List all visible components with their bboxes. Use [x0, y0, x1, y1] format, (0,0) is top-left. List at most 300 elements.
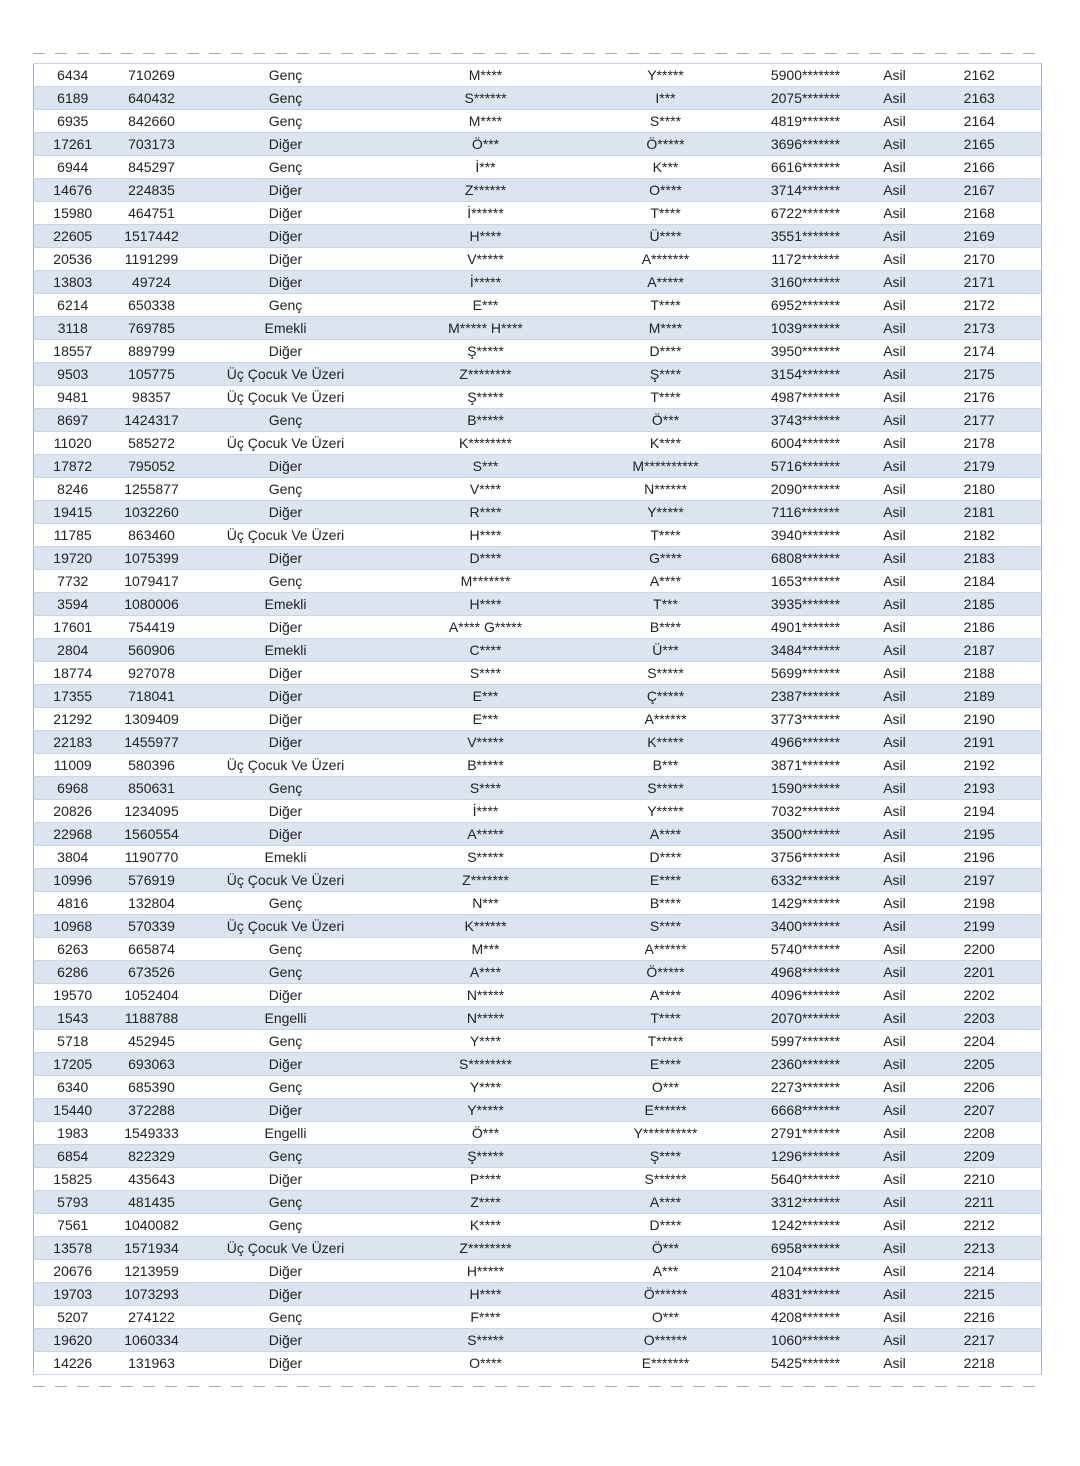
reference-number-cell: 576919: [112, 869, 192, 892]
reference-number-cell: 570339: [112, 915, 192, 938]
category-cell: Diğer: [192, 616, 380, 639]
application-number-cell: 3594: [34, 593, 112, 616]
status-cell: Asil: [872, 87, 918, 110]
first-name-masked-cell: M****: [380, 110, 592, 133]
rank-cell: 2211: [918, 1191, 1042, 1214]
application-number-cell: 18557: [34, 340, 112, 363]
category-cell: Genç: [192, 110, 380, 133]
table-row: [34, 294, 1042, 317]
status-cell: Asil: [872, 938, 918, 961]
category-cell: Diğer: [192, 271, 380, 294]
table-row: [34, 800, 1042, 823]
id-number-masked-cell: 4819*******: [740, 110, 872, 133]
reference-number-cell: 224835: [112, 179, 192, 202]
rank-cell: 2197: [918, 869, 1042, 892]
category-cell: Genç: [192, 1030, 380, 1053]
table-row: [34, 593, 1042, 616]
first-name-masked-cell: K****: [380, 1214, 592, 1237]
first-name-masked-cell: A**** G*****: [380, 616, 592, 639]
application-number-cell: 17601: [34, 616, 112, 639]
status-cell: Asil: [872, 570, 918, 593]
rank-cell: 2178: [918, 432, 1042, 455]
first-name-masked-cell: Y****: [380, 1030, 592, 1053]
rank-cell: 2174: [918, 340, 1042, 363]
last-name-masked-cell: T*****: [592, 1030, 740, 1053]
category-cell: Genç: [192, 1306, 380, 1329]
last-name-masked-cell: O***: [592, 1306, 740, 1329]
last-name-masked-cell: E****: [592, 1053, 740, 1076]
id-number-masked-cell: 3714*******: [740, 179, 872, 202]
first-name-masked-cell: R****: [380, 501, 592, 524]
reference-number-cell: 650338: [112, 294, 192, 317]
application-number-cell: 22183: [34, 731, 112, 754]
application-number-cell: 3118: [34, 317, 112, 340]
id-number-masked-cell: 3743*******: [740, 409, 872, 432]
category-cell: Üç Çocuk Ve Üzeri: [192, 1237, 380, 1260]
application-number-cell: 14676: [34, 179, 112, 202]
table-row: [34, 409, 1042, 432]
reference-number-cell: 1517442: [112, 225, 192, 248]
reference-number-cell: 1060334: [112, 1329, 192, 1352]
rank-cell: 2193: [918, 777, 1042, 800]
table-row: [34, 708, 1042, 731]
table-row: [34, 386, 1042, 409]
first-name-masked-cell: H****: [380, 1283, 592, 1306]
table-row: [34, 501, 1042, 524]
last-name-masked-cell: Ş****: [592, 363, 740, 386]
first-name-masked-cell: D****: [380, 547, 592, 570]
last-name-masked-cell: A*******: [592, 248, 740, 271]
application-number-cell: 20536: [34, 248, 112, 271]
rank-cell: 2190: [918, 708, 1042, 731]
reference-number-cell: 1309409: [112, 708, 192, 731]
application-number-cell: 14226: [34, 1352, 112, 1375]
application-number-cell: 17261: [34, 133, 112, 156]
table-row: [34, 869, 1042, 892]
id-number-masked-cell: 3935*******: [740, 593, 872, 616]
reference-number-cell: 1079417: [112, 570, 192, 593]
reference-number-cell: 1040082: [112, 1214, 192, 1237]
status-cell: Asil: [872, 984, 918, 1007]
last-name-masked-cell: T****: [592, 202, 740, 225]
first-name-masked-cell: S***: [380, 455, 592, 478]
first-name-masked-cell: Z********: [380, 363, 592, 386]
status-cell: Asil: [872, 616, 918, 639]
application-number-cell: 6854: [34, 1145, 112, 1168]
reference-number-cell: 718041: [112, 685, 192, 708]
table-row: [34, 317, 1042, 340]
table-row: [34, 685, 1042, 708]
first-name-masked-cell: A****: [380, 961, 592, 984]
category-cell: Genç: [192, 938, 380, 961]
application-number-cell: 4816: [34, 892, 112, 915]
reference-number-cell: 372288: [112, 1099, 192, 1122]
status-cell: Asil: [872, 1168, 918, 1191]
last-name-masked-cell: A****: [592, 1191, 740, 1214]
last-name-masked-cell: D****: [592, 340, 740, 363]
last-name-masked-cell: A******: [592, 938, 740, 961]
last-name-masked-cell: O******: [592, 1329, 740, 1352]
rank-cell: 2207: [918, 1099, 1042, 1122]
last-name-masked-cell: A***: [592, 1260, 740, 1283]
id-number-masked-cell: 1429*******: [740, 892, 872, 915]
category-cell: Diğer: [192, 731, 380, 754]
first-name-masked-cell: B*****: [380, 754, 592, 777]
status-cell: Asil: [872, 432, 918, 455]
status-cell: Asil: [872, 225, 918, 248]
status-cell: Asil: [872, 869, 918, 892]
reference-number-cell: 710269: [112, 64, 192, 87]
rank-cell: 2189: [918, 685, 1042, 708]
application-number-cell: 19703: [34, 1283, 112, 1306]
rank-cell: 2183: [918, 547, 1042, 570]
id-number-masked-cell: 3160*******: [740, 271, 872, 294]
first-name-masked-cell: İ*****: [380, 271, 592, 294]
status-cell: Asil: [872, 754, 918, 777]
table-row: [34, 1283, 1042, 1306]
id-number-masked-cell: 2070*******: [740, 1007, 872, 1030]
last-name-masked-cell: B****: [592, 892, 740, 915]
first-name-masked-cell: H****: [380, 593, 592, 616]
category-cell: Diğer: [192, 984, 380, 1007]
rank-cell: 2166: [918, 156, 1042, 179]
rank-cell: 2202: [918, 984, 1042, 1007]
first-name-masked-cell: Z********: [380, 1237, 592, 1260]
application-number-cell: 7561: [34, 1214, 112, 1237]
rank-cell: 2209: [918, 1145, 1042, 1168]
rank-cell: 2217: [918, 1329, 1042, 1352]
id-number-masked-cell: 5997*******: [740, 1030, 872, 1053]
reference-number-cell: 1073293: [112, 1283, 192, 1306]
table-row: [34, 432, 1042, 455]
first-name-masked-cell: P****: [380, 1168, 592, 1191]
last-name-masked-cell: A******: [592, 708, 740, 731]
application-number-cell: 17205: [34, 1053, 112, 1076]
table-row: [34, 133, 1042, 156]
first-name-masked-cell: V*****: [380, 731, 592, 754]
table-row: [34, 662, 1042, 685]
first-name-masked-cell: Ö***: [380, 133, 592, 156]
id-number-masked-cell: 5900*******: [740, 64, 872, 87]
application-number-cell: 20676: [34, 1260, 112, 1283]
reference-number-cell: 769785: [112, 317, 192, 340]
table-row: [34, 823, 1042, 846]
id-number-masked-cell: 2075*******: [740, 87, 872, 110]
first-name-masked-cell: Ö***: [380, 1122, 592, 1145]
application-number-cell: 5793: [34, 1191, 112, 1214]
rank-cell: 2172: [918, 294, 1042, 317]
id-number-masked-cell: 1242*******: [740, 1214, 872, 1237]
reference-number-cell: 703173: [112, 133, 192, 156]
table-row: [34, 570, 1042, 593]
table-row: [34, 1260, 1042, 1283]
first-name-masked-cell: S******: [380, 87, 592, 110]
reference-number-cell: 435643: [112, 1168, 192, 1191]
application-number-cell: 22968: [34, 823, 112, 846]
first-name-masked-cell: B*****: [380, 409, 592, 432]
status-cell: Asil: [872, 386, 918, 409]
reference-number-cell: 863460: [112, 524, 192, 547]
last-name-masked-cell: Y*****: [592, 501, 740, 524]
rank-cell: 2169: [918, 225, 1042, 248]
application-number-cell: 6189: [34, 87, 112, 110]
reference-number-cell: 1075399: [112, 547, 192, 570]
last-name-masked-cell: G****: [592, 547, 740, 570]
last-name-masked-cell: B****: [592, 616, 740, 639]
application-number-cell: 15440: [34, 1099, 112, 1122]
category-cell: Diğer: [192, 1283, 380, 1306]
id-number-masked-cell: 2360*******: [740, 1053, 872, 1076]
category-cell: Diğer: [192, 1260, 380, 1283]
table-row: [34, 1214, 1042, 1237]
id-number-masked-cell: 1296*******: [740, 1145, 872, 1168]
category-cell: Üç Çocuk Ve Üzeri: [192, 432, 380, 455]
last-name-masked-cell: A*****: [592, 271, 740, 294]
status-cell: Asil: [872, 294, 918, 317]
status-cell: Asil: [872, 271, 918, 294]
rank-cell: 2198: [918, 892, 1042, 915]
id-number-masked-cell: 3940*******: [740, 524, 872, 547]
table-row: [34, 892, 1042, 915]
status-cell: Asil: [872, 1283, 918, 1306]
rank-cell: 2173: [918, 317, 1042, 340]
first-name-masked-cell: H****: [380, 524, 592, 547]
id-number-masked-cell: 6952*******: [740, 294, 872, 317]
id-number-masked-cell: 2273*******: [740, 1076, 872, 1099]
category-cell: Genç: [192, 87, 380, 110]
status-cell: Asil: [872, 662, 918, 685]
status-cell: Asil: [872, 248, 918, 271]
first-name-masked-cell: N*****: [380, 984, 592, 1007]
reference-number-cell: 1255877: [112, 478, 192, 501]
rank-cell: 2200: [918, 938, 1042, 961]
rank-cell: 2171: [918, 271, 1042, 294]
status-cell: Asil: [872, 915, 918, 938]
status-cell: Asil: [872, 409, 918, 432]
category-cell: Genç: [192, 1214, 380, 1237]
category-cell: Emekli: [192, 593, 380, 616]
status-cell: Asil: [872, 110, 918, 133]
category-cell: Genç: [192, 478, 380, 501]
table-row: [34, 984, 1042, 1007]
table-row: [34, 271, 1042, 294]
reference-number-cell: 1080006: [112, 593, 192, 616]
status-cell: Asil: [872, 639, 918, 662]
status-cell: Asil: [872, 892, 918, 915]
category-cell: Diğer: [192, 455, 380, 478]
id-number-masked-cell: 4968*******: [740, 961, 872, 984]
application-number-cell: 9503: [34, 363, 112, 386]
table-row: [34, 524, 1042, 547]
category-cell: Diğer: [192, 1352, 380, 1375]
category-cell: Diğer: [192, 662, 380, 685]
status-cell: Asil: [872, 524, 918, 547]
first-name-masked-cell: S*****: [380, 846, 592, 869]
id-number-masked-cell: 3400*******: [740, 915, 872, 938]
last-name-masked-cell: Y*****: [592, 800, 740, 823]
last-name-masked-cell: D****: [592, 846, 740, 869]
last-name-masked-cell: Ü***: [592, 639, 740, 662]
application-number-cell: 10996: [34, 869, 112, 892]
rank-cell: 2163: [918, 87, 1042, 110]
category-cell: Genç: [192, 294, 380, 317]
first-name-masked-cell: Y*****: [380, 1099, 592, 1122]
category-cell: Genç: [192, 1145, 380, 1168]
category-cell: Üç Çocuk Ve Üzeri: [192, 869, 380, 892]
table-row: [34, 1145, 1042, 1168]
category-cell: Genç: [192, 892, 380, 915]
last-name-masked-cell: S****: [592, 915, 740, 938]
category-cell: Diğer: [192, 1053, 380, 1076]
reference-number-cell: 927078: [112, 662, 192, 685]
id-number-masked-cell: 3696*******: [740, 133, 872, 156]
id-number-masked-cell: 6616*******: [740, 156, 872, 179]
reference-number-cell: 132804: [112, 892, 192, 915]
status-cell: Asil: [872, 1145, 918, 1168]
application-number-cell: 18774: [34, 662, 112, 685]
reference-number-cell: 105775: [112, 363, 192, 386]
application-number-cell: 19720: [34, 547, 112, 570]
last-name-masked-cell: M****: [592, 317, 740, 340]
status-cell: Asil: [872, 478, 918, 501]
application-number-cell: 15825: [34, 1168, 112, 1191]
application-number-cell: 6340: [34, 1076, 112, 1099]
status-cell: Asil: [872, 1260, 918, 1283]
reference-number-cell: 1455977: [112, 731, 192, 754]
last-name-masked-cell: I***: [592, 87, 740, 110]
id-number-masked-cell: 4901*******: [740, 616, 872, 639]
id-number-masked-cell: 5716*******: [740, 455, 872, 478]
category-cell: Genç: [192, 777, 380, 800]
application-number-cell: 22605: [34, 225, 112, 248]
category-cell: Diğer: [192, 501, 380, 524]
status-cell: Asil: [872, 1237, 918, 1260]
reference-number-cell: 1571934: [112, 1237, 192, 1260]
status-cell: Asil: [872, 363, 918, 386]
rank-cell: 2208: [918, 1122, 1042, 1145]
category-cell: Genç: [192, 409, 380, 432]
id-number-masked-cell: 5425*******: [740, 1352, 872, 1375]
rank-cell: 2206: [918, 1076, 1042, 1099]
rank-cell: 2185: [918, 593, 1042, 616]
rank-cell: 2203: [918, 1007, 1042, 1030]
first-name-masked-cell: V*****: [380, 248, 592, 271]
rank-cell: 2195: [918, 823, 1042, 846]
page-top-dashed-line: [33, 53, 1041, 54]
category-cell: Engelli: [192, 1122, 380, 1145]
status-cell: Asil: [872, 501, 918, 524]
id-number-masked-cell: 4208*******: [740, 1306, 872, 1329]
id-number-masked-cell: 4096*******: [740, 984, 872, 1007]
reference-number-cell: 665874: [112, 938, 192, 961]
id-number-masked-cell: 3500*******: [740, 823, 872, 846]
rank-cell: 2215: [918, 1283, 1042, 1306]
results-table-container: [33, 63, 1041, 1375]
application-number-cell: 20826: [34, 800, 112, 823]
status-cell: Asil: [872, 777, 918, 800]
rank-cell: 2184: [918, 570, 1042, 593]
id-number-masked-cell: 3551*******: [740, 225, 872, 248]
category-cell: Diğer: [192, 225, 380, 248]
last-name-masked-cell: A****: [592, 984, 740, 1007]
id-number-masked-cell: 5699*******: [740, 662, 872, 685]
table-row: [34, 202, 1042, 225]
reference-number-cell: 1549333: [112, 1122, 192, 1145]
application-number-cell: 6263: [34, 938, 112, 961]
last-name-masked-cell: S*****: [592, 777, 740, 800]
application-number-cell: 1983: [34, 1122, 112, 1145]
last-name-masked-cell: T****: [592, 1007, 740, 1030]
first-name-masked-cell: M***** H****: [380, 317, 592, 340]
rank-cell: 2214: [918, 1260, 1042, 1283]
status-cell: Asil: [872, 708, 918, 731]
first-name-masked-cell: V****: [380, 478, 592, 501]
rank-cell: 2179: [918, 455, 1042, 478]
table-row: [34, 1329, 1042, 1352]
last-name-masked-cell: K*****: [592, 731, 740, 754]
first-name-masked-cell: Z******: [380, 179, 592, 202]
id-number-masked-cell: 6332*******: [740, 869, 872, 892]
id-number-masked-cell: 2104*******: [740, 1260, 872, 1283]
status-cell: Asil: [872, 455, 918, 478]
category-cell: Genç: [192, 1076, 380, 1099]
table-row: [34, 1076, 1042, 1099]
id-number-masked-cell: 6004*******: [740, 432, 872, 455]
rank-cell: 2177: [918, 409, 1042, 432]
rank-cell: 2205: [918, 1053, 1042, 1076]
reference-number-cell: 754419: [112, 616, 192, 639]
table-row: [34, 1168, 1042, 1191]
last-name-masked-cell: E*******: [592, 1352, 740, 1375]
status-cell: Asil: [872, 823, 918, 846]
first-name-masked-cell: O****: [380, 1352, 592, 1375]
reference-number-cell: 131963: [112, 1352, 192, 1375]
table-row: [34, 1099, 1042, 1122]
first-name-masked-cell: Ş*****: [380, 386, 592, 409]
rank-cell: 2216: [918, 1306, 1042, 1329]
table-row: [34, 616, 1042, 639]
id-number-masked-cell: 5740*******: [740, 938, 872, 961]
application-number-cell: 17355: [34, 685, 112, 708]
application-number-cell: 6434: [34, 64, 112, 87]
rank-cell: 2168: [918, 202, 1042, 225]
table-row: [34, 87, 1042, 110]
table-row: [34, 1191, 1042, 1214]
rank-cell: 2182: [918, 524, 1042, 547]
last-name-masked-cell: T****: [592, 386, 740, 409]
last-name-masked-cell: A****: [592, 823, 740, 846]
status-cell: Asil: [872, 1007, 918, 1030]
status-cell: Asil: [872, 800, 918, 823]
rank-cell: 2188: [918, 662, 1042, 685]
application-number-cell: 15980: [34, 202, 112, 225]
id-number-masked-cell: 1653*******: [740, 570, 872, 593]
reference-number-cell: 274122: [112, 1306, 192, 1329]
application-number-cell: 6944: [34, 156, 112, 179]
status-cell: Asil: [872, 179, 918, 202]
results-table-body: [34, 64, 1042, 1375]
status-cell: Asil: [872, 961, 918, 984]
status-cell: Asil: [872, 133, 918, 156]
category-cell: Genç: [192, 961, 380, 984]
table-row: [34, 64, 1042, 87]
rank-cell: 2167: [918, 179, 1042, 202]
category-cell: Üç Çocuk Ve Üzeri: [192, 754, 380, 777]
first-name-masked-cell: H****: [380, 225, 592, 248]
category-cell: Diğer: [192, 823, 380, 846]
reference-number-cell: 842660: [112, 110, 192, 133]
category-cell: Diğer: [192, 708, 380, 731]
